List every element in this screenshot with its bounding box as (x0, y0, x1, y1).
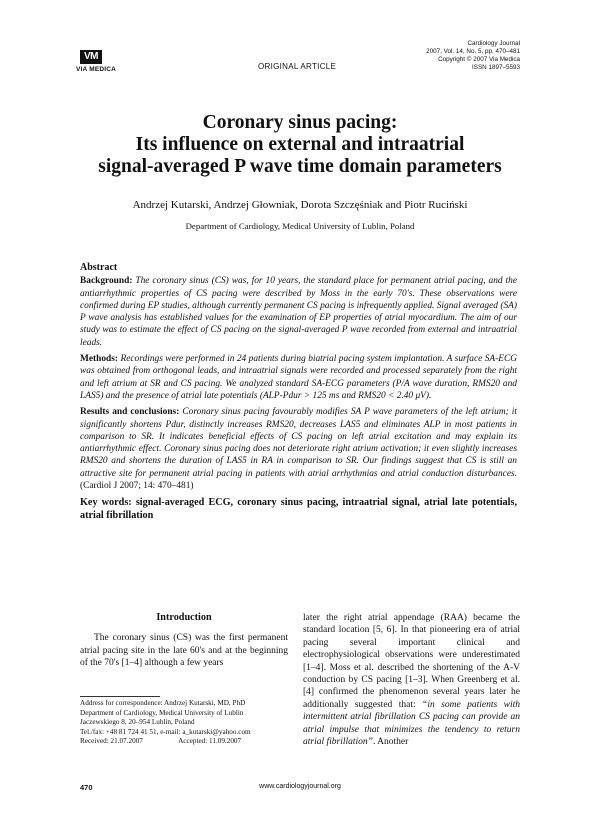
article-section-type: ORIGINAL ARTICLE (258, 62, 337, 71)
author-list: Andrzej Kutarski, Andrzej Głowniak, Dorota Szczęśniak and Piotr Ruciński (132, 199, 468, 211)
intro-left-column (80, 612, 288, 670)
correspondence-department: Department of Cardiology, Medical University of Lublin (80, 708, 244, 717)
page-number: 470 (80, 783, 93, 792)
intro-continued-tail: . Another (372, 737, 409, 748)
abstract-background (80, 275, 517, 349)
publisher-logo-mark: VM (80, 50, 102, 64)
intro-paragraph: The coronary sinus (CS) was the first permanent atrial pacing site in the late 60's and at the beginning of the 70's [1–4] although a few years (80, 633, 288, 669)
methods-label: Methods: (80, 354, 119, 365)
accepted-date: Accepted: 11.09.2007 (178, 737, 242, 746)
intro-heading: Introduction (156, 612, 212, 623)
keywords-text: signal-averaged ECG, coronary sinus pacing, intraatrial signal, atrial late potentials, atrial fibrillation (80, 497, 517, 522)
received-date: Received: 21.07.2007 (80, 737, 143, 746)
footnote-divider (80, 696, 160, 697)
intro-continued-text: later the right atrial appendage (RAA) became the standard location [5, 6]. In that pioneering era of atrial pacing several important clinical and electrophysiological observations were underestimated [1–4]. Moss et al. described the shortening of the A-V conduction by CS pacing [1–3]. When Greenberg et al. [4] confirmed the phenomenon several years later he additionally suggested that: (303, 613, 520, 710)
journal-name: Cardiology Journal (467, 40, 520, 47)
correspondence-contact: Tel./fax: +48 81 724 41 51, e-mail: a_kutarski@yahoo.com (80, 727, 251, 736)
author-affiliation: Department of Cardiology, Medical University of Lublin, Poland (185, 221, 415, 231)
abstract-citation: (Cardiol J 2007; 14: 470–481) (80, 481, 194, 492)
background-label: Background: (80, 276, 133, 287)
correspondence-footnote (80, 699, 310, 747)
results-label: Results and conclusions: (80, 407, 180, 418)
publisher-logo-text: VIA MEDICA (76, 66, 117, 73)
background-text: The coronary sinus (CS) was, for 10 years, the standard place for permanent atrial pacing, and the antiarrhythmic properties of CS pacing were described by Moss in the early 70's. These observations were confirmed during EP studies, although currently permanent CS pacing is infrequently applied. Signal averaged (SA) P wave analysis has established values for the examination of EP properties of atrial myocardium. The aim of our study was to estimate the effect of CS pacing on the signal-averaged P wave recorded from external and intraatrial leads. (80, 276, 518, 348)
intro-right-column (303, 612, 520, 748)
correspondence-author: Address for correspondence: Andrzej Kutarski, MD, PhD (80, 699, 246, 707)
methods-text: Recordings were performed in 24 patients during biatrial pacing system implantation. A surface SA-ECG was obtained from orthogonal leads, and intraatrial signals were recorded and processed separately from the right and left atrium at SR and CS pacing. We analyzed standard SA-ECG parameters (P/A wave duration, RMS20 and LAS5) and the presence of atrial late potentials (ALP-Pdur > 125 ms and RMS20 < 2.40 μV). (80, 354, 517, 401)
intro-continued-paragraph (303, 612, 520, 748)
journal-issn: ISSN 1897–5593 (472, 64, 520, 71)
greenberg-quote: “in some patients with intermittent atrial fibrillation CS pacing can provide an atrial impulse that minimizes the tendency to return atrial fibrillation” (303, 699, 520, 748)
keywords (80, 496, 517, 522)
article-title (60, 112, 540, 178)
results-text: Coronary sinus pacing favourably modifies SA P wave parameters of the left atrium; it significantly shortens Pdur, distinctly increases RMS20, decreases LAS5 and eliminates ALP in most patients in comparison to SR. It indicates beneficial effects of CS pacing on left atrial excitation and may explain its antiarrhythmic effect. Coronary sinus pacing does not deteriorate right atrium activation; it even slightly increases RMS20 and shortens the duration of LAS5 in RA in comparison to SR. Our findings suggest that CS is still an attractive site for permanent atrial pacing in patients with atrial arrhythmias and atrial conduction disturbances. (80, 407, 517, 479)
abstract-section (80, 262, 517, 522)
journal-copyright: Copyright © 2007 Via Medica (438, 56, 520, 63)
abstract-results (80, 406, 517, 492)
abstract-methods (80, 353, 517, 402)
journal-website: www.cardiologyjournal.org (259, 783, 341, 790)
correspondence-address: Jaczewskiego 8, 20–954 Lublin, Poland (80, 718, 195, 727)
title-line: Coronary sinus pacing: (202, 112, 398, 133)
title-line: Its influence on external and intraatrial (135, 134, 465, 155)
journal-info (320, 40, 520, 72)
journal-volume: 2007, Vol. 14, No. 5, pp. 470–481 (426, 48, 520, 55)
abstract-heading: Abstract (80, 262, 118, 273)
title-line: signal-averaged P wave time domain parameters (98, 156, 502, 177)
keywords-label: Key words: (80, 497, 132, 509)
correspondence-dates (80, 737, 310, 747)
